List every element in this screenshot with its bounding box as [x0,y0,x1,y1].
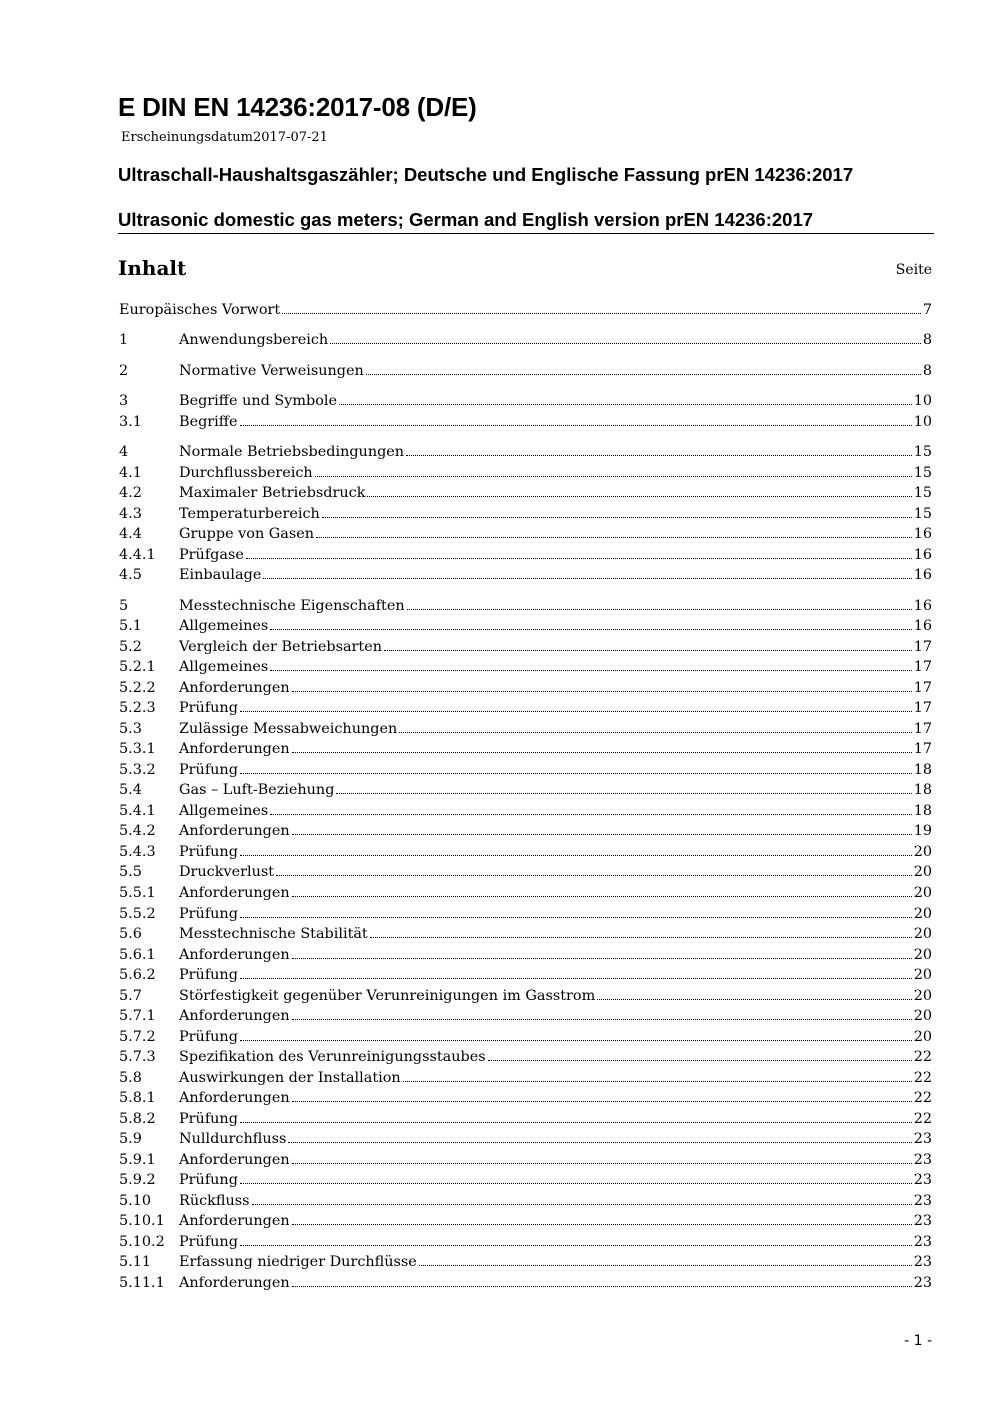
toc-entry-number: 5.5 [119,864,142,880]
toc-dot-leader [240,425,912,426]
toc-entry[interactable] [119,680,932,700]
toc-entry-title: Störfestigkeit gegenüber Verunreinigungen im Gasstrom [179,988,596,1004]
toc-entry-title: Prüfung [179,1172,238,1188]
toc-entry[interactable] [119,332,932,352]
toc-entry-number: 5.10.2 [119,1234,165,1250]
toc-entry[interactable] [119,1111,932,1131]
toc-entry-page: 18 [913,762,932,778]
toc-entry-number: 5.2.3 [119,700,156,716]
toc-entry-page: 17 [913,700,932,716]
toc-entry[interactable] [119,444,932,464]
toc-entry-page: 20 [913,844,932,860]
toc-entry-number: 5.9.1 [119,1152,156,1168]
toc-dot-leader [292,1019,912,1020]
toc-dot-leader [263,578,911,579]
toc-dot-leader [240,773,912,774]
toc-entry-number: 4.3 [119,506,142,522]
title-english: Ultrasonic domestic gas meters; German and English version prEN 14236:2017 [118,209,814,230]
toc-entry-title: Zulässige Messabweichungen [179,721,398,737]
toc-dot-leader [419,1265,912,1266]
toc-entry[interactable] [119,721,932,741]
toc-entry-page: 17 [913,721,932,737]
toc-entry-page: 19 [913,823,932,839]
toc-entry-number: 5.6.1 [119,947,156,963]
toc-entry-title: Prüfung [179,762,238,778]
toc-entry-title: Anforderungen [179,741,290,757]
toc-entry-title: Prüfung [179,906,238,922]
toc-dot-leader [339,404,912,405]
toc-entry-number: 5.8 [119,1070,142,1086]
toc-dot-leader [240,978,912,979]
toc-entry-title: Temperaturbereich [179,506,320,522]
toc-entry-number: 5.6 [119,926,142,942]
toc-entry-page: 20 [913,988,932,1004]
toc-entry-page: 17 [913,659,932,675]
toc-entry[interactable] [119,567,932,587]
toc-entry-title: Messtechnische Stabilität [179,926,368,942]
page-number: - 1 - [904,1333,932,1349]
toc-dot-leader [282,313,921,314]
toc-dot-leader [406,455,912,456]
toc-entry[interactable] [119,302,932,322]
toc-entry-page: 16 [913,526,932,542]
toc-entry-number: 5.11.1 [119,1275,165,1291]
toc-entry[interactable] [119,1193,932,1213]
toc-entry-title: Begriffe [179,414,238,430]
toc-entry-page: 23 [913,1152,932,1168]
toc-entry-page: 20 [913,906,932,922]
toc-entry[interactable] [119,1275,932,1295]
toc-entry[interactable] [119,864,932,884]
toc-dot-leader [292,1163,912,1164]
toc-entry-title: Rückfluss [179,1193,250,1209]
toc-entry-title: Maximaler Betriebsdruck [179,485,366,501]
toc-dot-leader [407,609,912,610]
toc-entry[interactable] [119,1049,932,1069]
toc-entry[interactable] [119,1131,932,1151]
toc-entry-title: Anforderungen [179,1008,290,1024]
toc-entry[interactable] [119,885,932,905]
toc-entry-title: Anwendungsbereich [179,332,329,348]
toc-entry-page: 8 [922,332,932,348]
toc-entry-number: 5.4 [119,782,142,798]
toc-entry[interactable] [119,906,932,926]
toc-entry-number: 4.2 [119,485,142,501]
toc-entry-page: 18 [913,782,932,798]
toc-dot-leader [403,1081,912,1082]
toc-entry-title: Anforderungen [179,885,290,901]
toc-entry[interactable] [119,1090,932,1110]
toc-dot-leader [240,1040,912,1041]
toc-entry-title: Anforderungen [179,1213,290,1229]
toc-entry[interactable] [119,844,932,864]
toc-dot-leader [292,691,912,692]
toc-dot-leader [366,374,921,375]
toc-entry-number: 5.3.2 [119,762,156,778]
toc-dot-leader [322,517,912,518]
toc-entry-number: 5.7.3 [119,1049,156,1065]
title-german: Ultraschall-Haushaltsgaszähler; Deutsche und Englische Fassung prEN 14236:2017 [118,164,854,185]
toc-entry[interactable] [119,1029,932,1049]
toc-entry-number: 5.2.2 [119,680,156,696]
toc-dot-leader [240,1122,912,1123]
toc-entry-title: Erfassung niedriger Durchflüsse [179,1254,417,1270]
toc-dot-leader [292,834,912,835]
toc-entry-number: 2 [119,363,129,379]
toc-entry-number: 5.3.1 [119,741,156,757]
toc-entry-number: 5.11 [119,1254,152,1270]
toc-dot-leader [240,1183,912,1184]
toc-entry-title: Allgemeines [179,659,269,675]
toc-entry-number: 4.4.1 [119,547,156,563]
toc-entry[interactable] [119,823,932,843]
toc-dot-leader [330,343,921,344]
toc-entry[interactable] [119,988,932,1008]
toc-entry-page: 16 [913,547,932,563]
toc-dot-leader [292,896,912,897]
toc-entry-title: Anforderungen [179,1275,290,1291]
toc-entry-page: 20 [913,1008,932,1024]
toc-entry-page: 22 [913,1049,932,1065]
toc-entry[interactable] [119,700,932,720]
toc-entry-title: Prüfung [179,1029,238,1045]
toc-entry[interactable] [119,782,932,802]
toc-entry-page: 23 [913,1275,932,1291]
toc-entry-number: 3.1 [119,414,142,430]
toc-entry-title: Anforderungen [179,947,290,963]
toc-entry[interactable] [119,1152,932,1172]
title-divider [118,233,934,234]
toc-dot-leader [597,999,911,1000]
toc-entry-title: Allgemeines [179,803,269,819]
toc-entry-number: 4.5 [119,567,142,583]
toc-dot-leader [384,650,912,651]
toc-entry-number: 5.10.1 [119,1213,165,1229]
toc-dot-leader [316,537,912,538]
toc-entry-title: Spezifikation des Verunreinigungsstaubes [179,1049,486,1065]
toc-dot-leader [367,496,911,497]
toc-entry[interactable] [119,485,932,505]
toc-entry-title: Begriffe und Symbole [179,393,338,409]
toc-entry[interactable] [119,659,932,679]
toc-dot-leader [292,1224,912,1225]
toc-dot-leader [399,732,911,733]
toc-entry-number: 4.4 [119,526,142,542]
toc-entry-number: 5.4.2 [119,823,156,839]
toc-entry-number: 5.7.2 [119,1029,156,1045]
toc-entry-page: 15 [913,465,932,481]
toc-entry[interactable] [119,639,932,659]
toc-entry-page: 20 [913,947,932,963]
toc-entry-number: 4.1 [119,465,142,481]
toc-entry-number: 3 [119,393,129,409]
toc-entry-page: 17 [913,741,932,757]
toc-entry-page: 18 [913,803,932,819]
toc-entry-page: 20 [913,967,932,983]
toc-entry[interactable] [119,465,932,485]
toc-entry[interactable] [119,741,932,761]
toc-dot-leader [315,476,912,477]
toc-entry[interactable] [119,363,932,383]
toc-entry-title: Anforderungen [179,1152,290,1168]
toc-dot-leader [336,793,911,794]
toc-entry[interactable] [119,762,932,782]
toc-dot-leader [252,1204,912,1205]
toc-dot-leader [292,1101,912,1102]
toc-entry-number: 5.4.3 [119,844,156,860]
toc-entry-number: 5.9.2 [119,1172,156,1188]
toc-entry-page: 23 [913,1234,932,1250]
toc-entry-page: 16 [913,618,932,634]
toc-dot-leader [270,814,911,815]
toc-entry-title: Vergleich der Betriebsarten [179,639,382,655]
toc-entry-page: 22 [913,1070,932,1086]
toc-entry-title: Normale Betriebsbedingungen [179,444,405,460]
toc-dot-leader [240,1245,912,1246]
toc-entry[interactable] [119,393,932,413]
toc-entry-title: Prüfung [179,1111,238,1127]
toc-dot-leader [276,875,912,876]
toc-entry-page: 15 [913,444,932,460]
publication-date: Erscheinungsdatum2017-07-21 [121,130,328,145]
toc-entry-title: Anforderungen [179,1090,290,1106]
toc-heading: Inhalt [118,256,187,280]
toc-page-column-label: Seite [895,262,932,278]
toc-entry-page: 16 [913,598,932,614]
toc-entry[interactable] [119,506,932,526]
toc-entry-number: 5.7 [119,988,142,1004]
toc-dot-leader [270,670,911,671]
toc-dot-leader [292,752,912,753]
toc-entry[interactable] [119,547,932,567]
toc-entry-title: Allgemeines [179,618,269,634]
toc-entry-number: 5.4.1 [119,803,156,819]
toc-dot-leader [240,917,912,918]
toc-entry[interactable] [119,1008,932,1028]
toc-entry-number: 4 [119,444,129,460]
toc-entry-title: Prüfgase [179,547,244,563]
toc-entry-title: Messtechnische Eigenschaften [179,598,405,614]
toc-dot-leader [292,1286,912,1287]
toc-entry-title: Nulldurchfluss [179,1131,287,1147]
toc-entry[interactable] [119,414,932,434]
toc-entry-title: Einbaulage [179,567,262,583]
toc-dot-leader [292,958,912,959]
toc-entry-page: 20 [913,885,932,901]
toc-entry-title: Normative Verweisungen [179,363,364,379]
toc-entry-number: 1 [119,332,129,348]
toc-entry-number: 5.3 [119,721,142,737]
toc-entry[interactable] [119,1254,932,1274]
toc-entry-page: 23 [913,1254,932,1270]
toc-entry-page: 7 [922,302,932,318]
toc-dot-leader [246,558,912,559]
toc-entry-page: 22 [913,1111,932,1127]
toc-entry-title: Gas – Luft-Beziehung [179,782,335,798]
document-id: E DIN EN 14236:2017-08 (D/E) [118,92,477,122]
toc-entry-title: Prüfung [179,700,238,716]
toc-entry-page: 17 [913,680,932,696]
toc-entry-number: 5.5.2 [119,906,156,922]
toc-entry-title: Prüfung [179,844,238,860]
toc-entry[interactable] [119,1234,932,1254]
toc-entry-page: 10 [913,414,932,430]
toc-entry-page: 23 [913,1193,932,1209]
toc-entry-page: 20 [913,926,932,942]
toc-entry[interactable] [119,1070,932,1090]
toc-entry[interactable] [119,618,932,638]
toc-entry-number: 5.8.1 [119,1090,156,1106]
toc-entry-number: 5.1 [119,618,142,634]
toc-entry-title: Anforderungen [179,823,290,839]
toc-entry-page: 15 [913,506,932,522]
toc-entry-number: 5.6.2 [119,967,156,983]
toc-entry-page: 20 [913,864,932,880]
toc-dot-leader [488,1060,912,1061]
toc-dot-leader [240,855,912,856]
toc-entry[interactable] [119,926,932,946]
toc-entry-page: 8 [922,363,932,379]
toc-entry-number: 5.8.2 [119,1111,156,1127]
toc-entry[interactable] [119,1213,932,1233]
toc-entry-page: 23 [913,1131,932,1147]
toc-entry-number: 5.7.1 [119,1008,156,1024]
toc-entry-page: 17 [913,639,932,655]
toc-entry[interactable] [119,526,932,546]
toc-entry-title: Europäisches Vorwort [119,302,281,318]
toc-entry-page: 22 [913,1090,932,1106]
toc-entry[interactable] [119,947,932,967]
toc-entry-page: 16 [913,567,932,583]
toc-entry-title: Prüfung [179,1234,238,1250]
toc-entry-title: Auswirkungen der Installation [179,1070,401,1086]
toc-entry-page: 23 [913,1172,932,1188]
toc-entry[interactable] [119,803,932,823]
toc-entry-title: Gruppe von Gasen [179,526,315,542]
toc-dot-leader [288,1142,911,1143]
toc-entry-number: 5.2.1 [119,659,156,675]
toc-entry-number: 5.5.1 [119,885,156,901]
toc-entry-title: Druckverlust [179,864,275,880]
toc-entry-number: 5 [119,598,129,614]
toc-entry-number: 5.2 [119,639,142,655]
toc-entry[interactable] [119,1172,932,1192]
toc-entry[interactable] [119,967,932,987]
toc-entry-title: Prüfung [179,967,238,983]
toc-entry-page: 23 [913,1213,932,1229]
toc-entry[interactable] [119,598,932,618]
toc-entry-number: 5.9 [119,1131,142,1147]
toc-entry-title: Durchflussbereich [179,465,313,481]
toc-dot-leader [270,629,911,630]
toc-dot-leader [370,937,912,938]
toc-entry-page: 15 [913,485,932,501]
toc-entry-page: 20 [913,1029,932,1045]
toc-entry-page: 10 [913,393,932,409]
toc-dot-leader [240,711,912,712]
toc-entry-title: Anforderungen [179,680,290,696]
toc-entry-number: 5.10 [119,1193,152,1209]
